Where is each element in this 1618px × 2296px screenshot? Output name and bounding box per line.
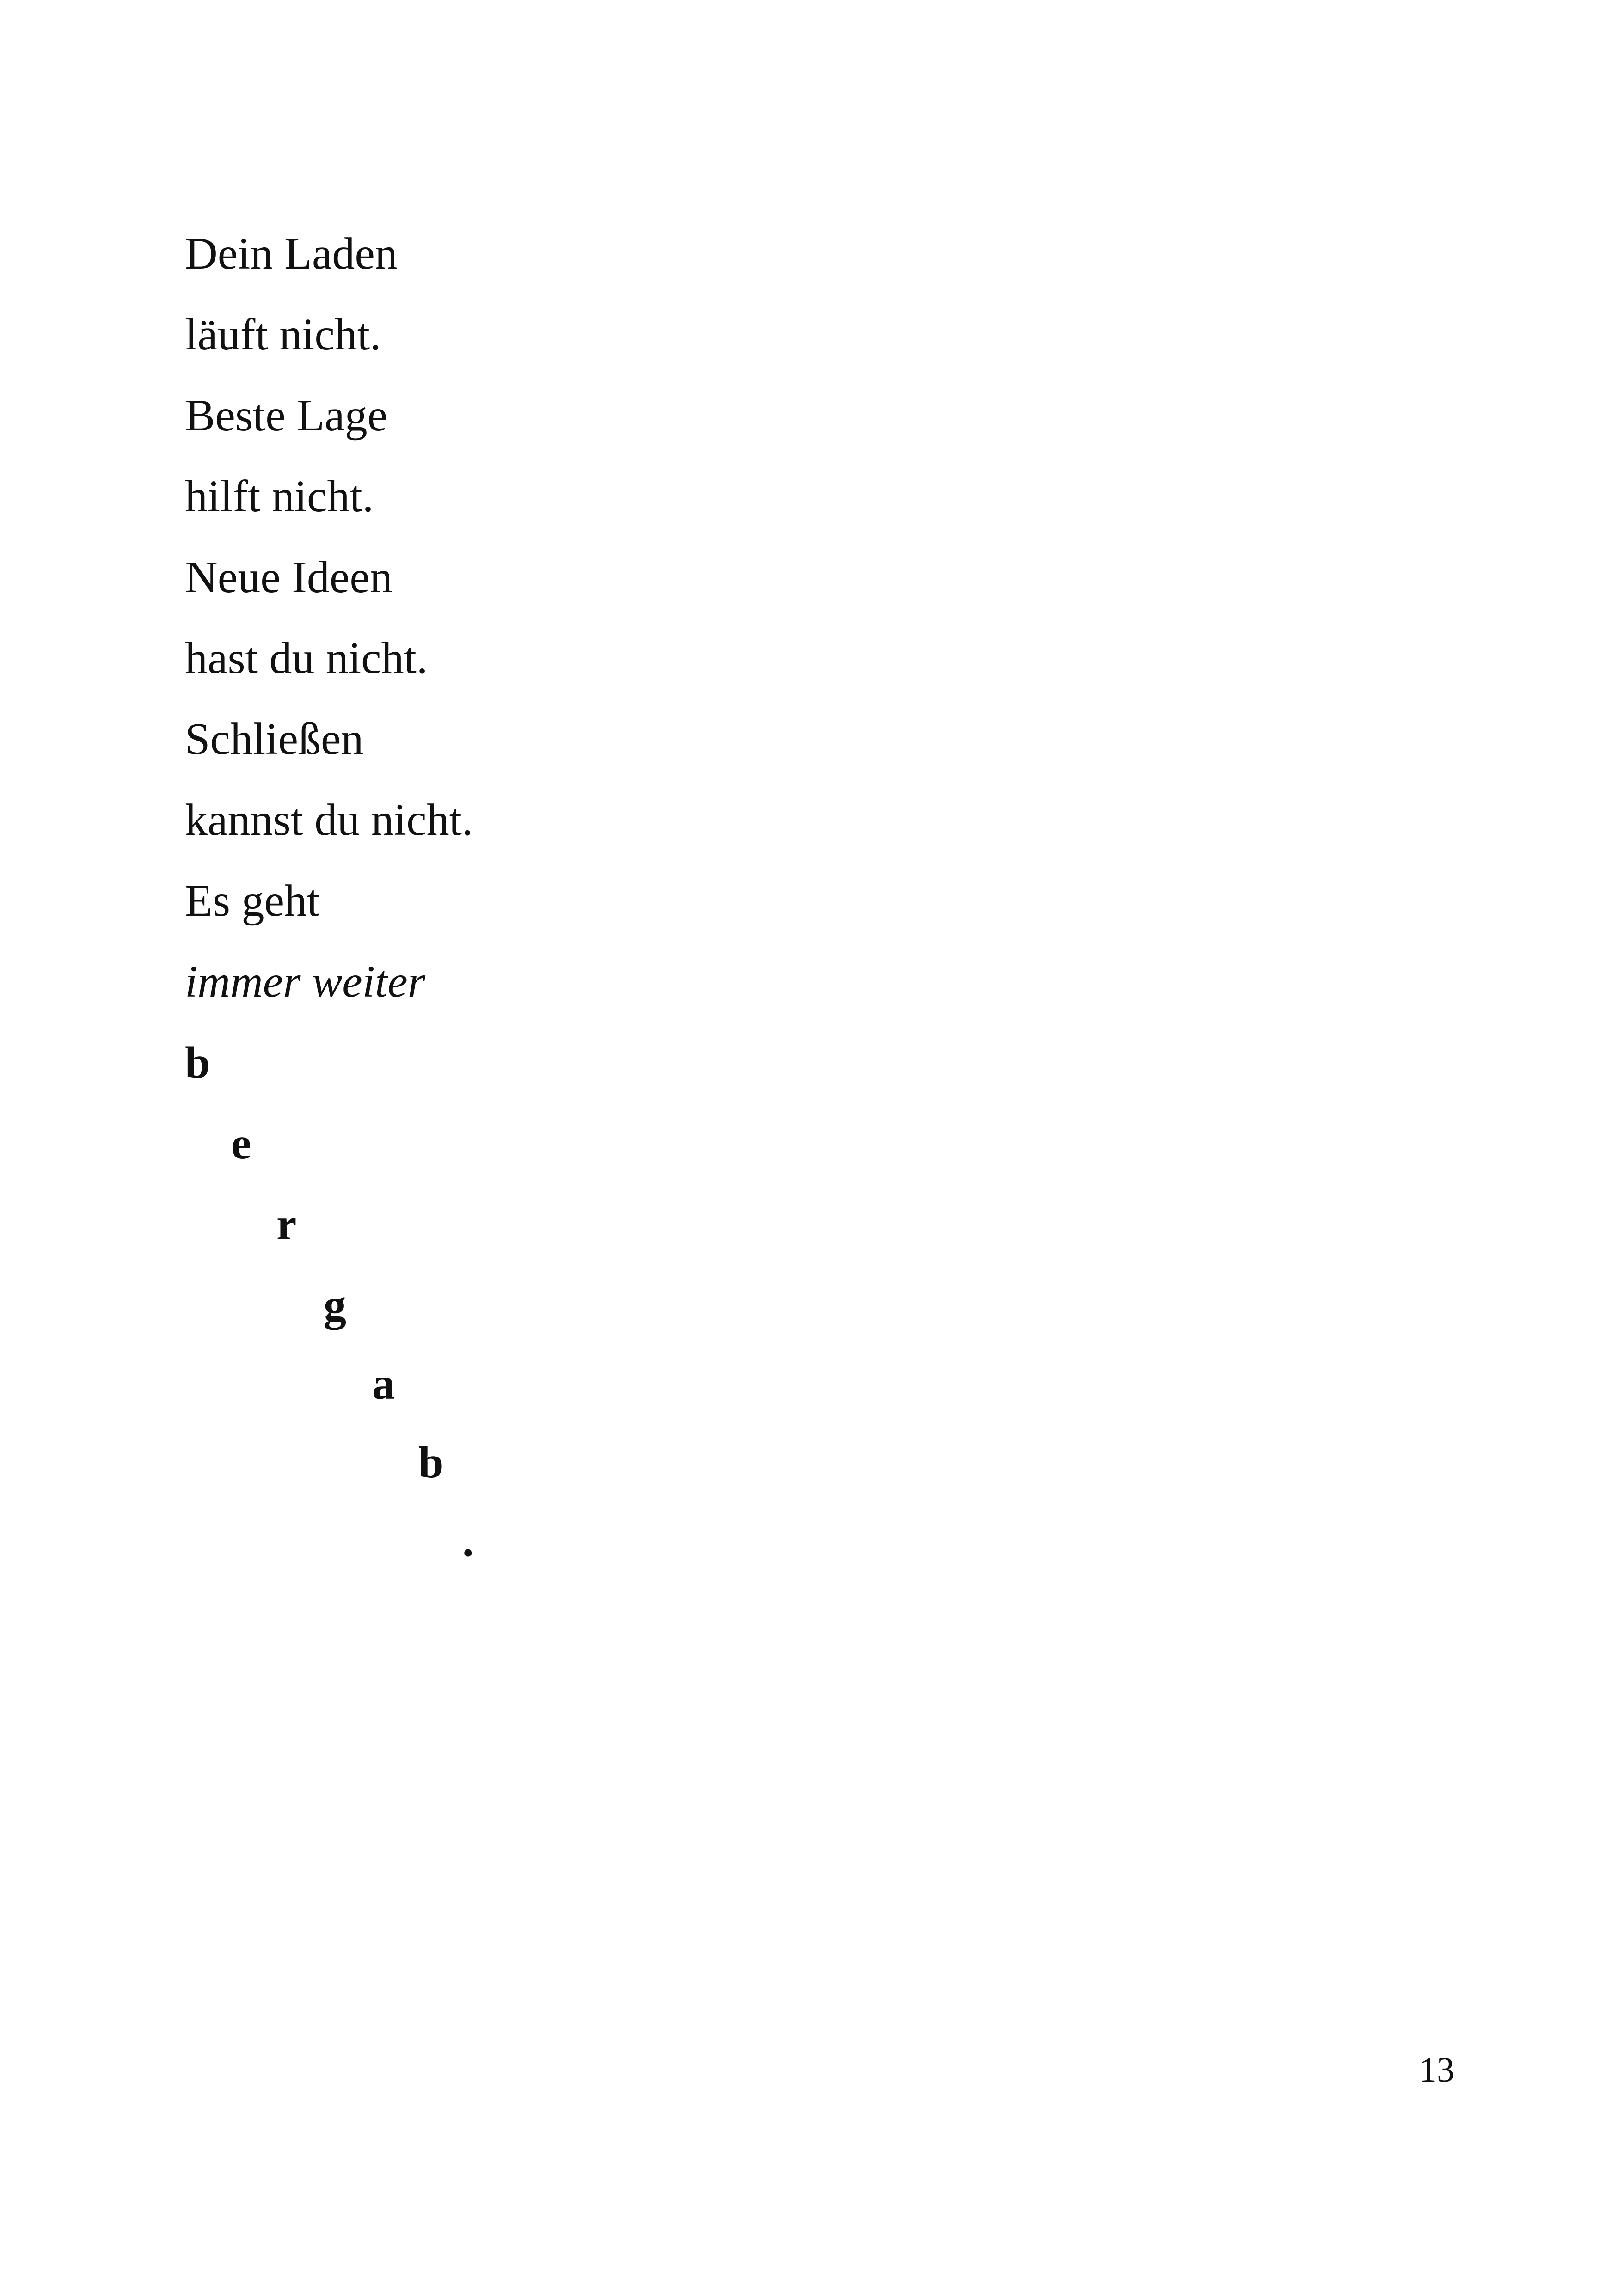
poem-line-2: läuft nicht. [185, 310, 381, 360]
poem-line-8: kannst du nicht. [185, 795, 473, 845]
cascade-letter-7: . [462, 1516, 474, 1566]
cascade-letter-1: b [185, 1038, 210, 1088]
page-number: 13 [1419, 2051, 1454, 2089]
cascade-letter-6: b [418, 1438, 444, 1488]
poem-line-3: Beste Lage [185, 391, 388, 441]
poem-line-6: hast du nicht. [185, 633, 428, 683]
cascade-letter-2: e [231, 1119, 251, 1169]
poem-line-9: Es geht [185, 876, 320, 926]
poem-line-7: Schließen [185, 714, 364, 764]
poem-line-1: Dein Laden [185, 229, 398, 279]
poem-line-italic: immer weiter [185, 957, 425, 1007]
cascade-letter-3: r [276, 1200, 297, 1249]
cascade-letter-4: g [324, 1280, 346, 1330]
poem-line-5: Neue Ideen [185, 552, 392, 602]
poem-line-4: hilft nicht. [185, 471, 374, 521]
cascade-letter-5: a [372, 1359, 395, 1409]
